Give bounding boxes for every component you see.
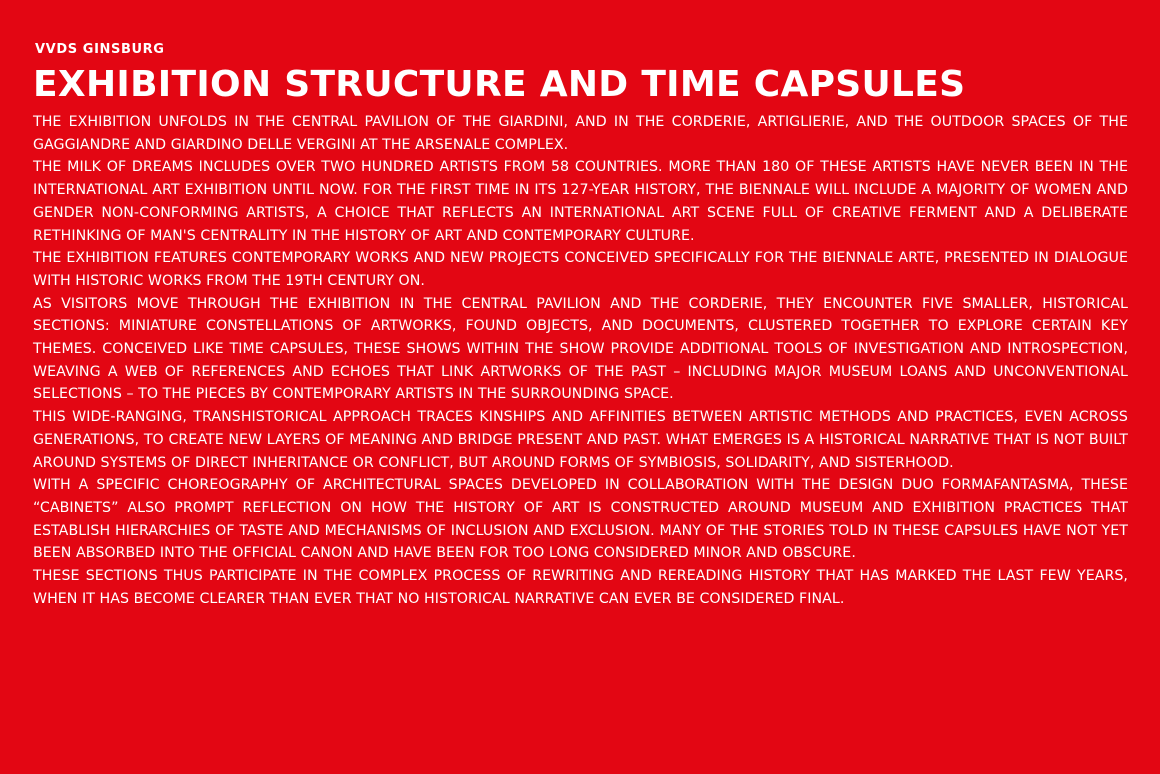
paragraph: THE MILK OF DREAMS INCLUDES OVER TWO HUNDRED ARTISTS FROM 58 COUNTRIES. MORE THAN 180 OF THESE ARTISTS HAVE NEVER BEEN IN THE INTERNATIONAL ART EXHIBITION UNTIL NOW. FOR THE FIRST TIME IN ITS 127-YEAR HISTORY, THE BIENNALE WILL INCLUDE A MAJORITY OF WOMEN AND GENDER NON-CONFORMING ARTISTS, A CHOICE THAT REFLECTS AN INTERNATIONAL ART SCENE FULL OF CREATIVE FERMENT AND A DELIBERATE RETHINKING OF MAN'S CENTRALITY IN THE HISTORY OF ART AND CONTEMPORARY CULTURE. (33, 159, 1128, 244)
brand-label: VVDS GINSBURG (35, 42, 165, 57)
paragraph: THE EXHIBITION UNFOLDS IN THE CENTRAL PAVILION OF THE GIARDINI, AND IN THE CORDERIE, ARTIGLIERIE, AND THE OUTDOOR SPACES OF THE GAGGIANDRE AND GIARDINO DELLE VERGINI AT THE ARSENALE COMPLEX. (33, 114, 1128, 153)
paragraph: AS VISITORS MOVE THROUGH THE EXHIBITION IN THE CENTRAL PAVILION AND THE CORDERIE, THEY ENCOUNTER FIVE SMALLER, HISTORICAL SECTIONS: MINIATURE CONSTELLATIONS OF ARTWORKS, FOUND OBJECTS, AND DOCUMENTS, CLUSTERED TOGETHER TO EXPLORE CERTAIN KEY THEMES. CONCEIVED LIKE TIME CAPSULES, THESE SHOWS WITHIN THE SHOW PROVIDE ADDITIONAL TOOLS OF INVESTIGATION AND INTROSPECTION, WEAVING A WEB OF REFERENCES AND ECHOES THAT LINK ARTWORKS OF THE PAST – INCLUDING MAJOR MUSEUM LOANS AND UNCONVENTIONAL SELECTIONS – TO THE PIECES BY CONTEMPORARY ARTISTS IN THE SURROUNDING SPACE. (33, 295, 1128, 403)
page-title: EXHIBITION STRUCTURE AND TIME CAPSULES (33, 64, 966, 105)
paragraph: THE EXHIBITION FEATURES CONTEMPORARY WORKS AND NEW PROJECTS CONCEIVED SPECIFICALLY FOR THE BIENNALE ARTE, PRESENTED IN DIALOGUE WITH HISTORIC WORKS FROM THE 19TH CENTURY ON. (33, 250, 1128, 289)
paragraph: THIS WIDE-RANGING, TRANSHISTORICAL APPROACH TRACES KINSHIPS AND AFFINITIES BETWEEN ARTISTIC METHODS AND PRACTICES, EVEN ACROSS GENERATIONS, TO CREATE NEW LAYERS OF MEANING AND BRIDGE PRESENT AND PAST. WHAT EMERGES IS A HISTORICAL NARRATIVE THAT IS NOT BUILT AROUND SYSTEMS OF DIRECT INHERITANCE OR CONFLICT, BUT AROUND FORMS OF SYMBIOSIS, SOLIDARITY, AND SISTERHOOD. (33, 409, 1128, 471)
paragraph: THESE SECTIONS THUS PARTICIPATE IN THE COMPLEX PROCESS OF REWRITING AND REREADING HISTORY THAT HAS MARKED THE LAST FEW YEARS, WHEN IT HAS BECOME CLEARER THAN EVER THAT NO HISTORICAL NARRATIVE CAN EVER BE CONSIDERED FINAL. (33, 568, 1128, 607)
paragraph: WITH A SPECIFIC CHOREOGRAPHY OF ARCHITECTURAL SPACES DEVELOPED IN COLLABORATION WITH THE DESIGN DUO FORMAFANTASMA, THESE “CABINETS” ALSO PROMPT REFLECTION ON HOW THE HISTORY OF ART IS CONSTRUCTED AROUND MUSEUM AND EXHIBITION PRACTICES THAT ESTABLISH HIERARCHIES OF TASTE AND MECHANISMS OF INCLUSION AND EXCLUSION. MANY OF THE STORIES TOLD IN THESE CAPSULES HAVE NOT YET BEEN ABSORBED INTO THE OFFICIAL CANON AND HAVE BEEN FOR TOO LONG CONSIDERED MINOR AND OBSCURE. (33, 477, 1128, 562)
body-text (33, 111, 1128, 610)
